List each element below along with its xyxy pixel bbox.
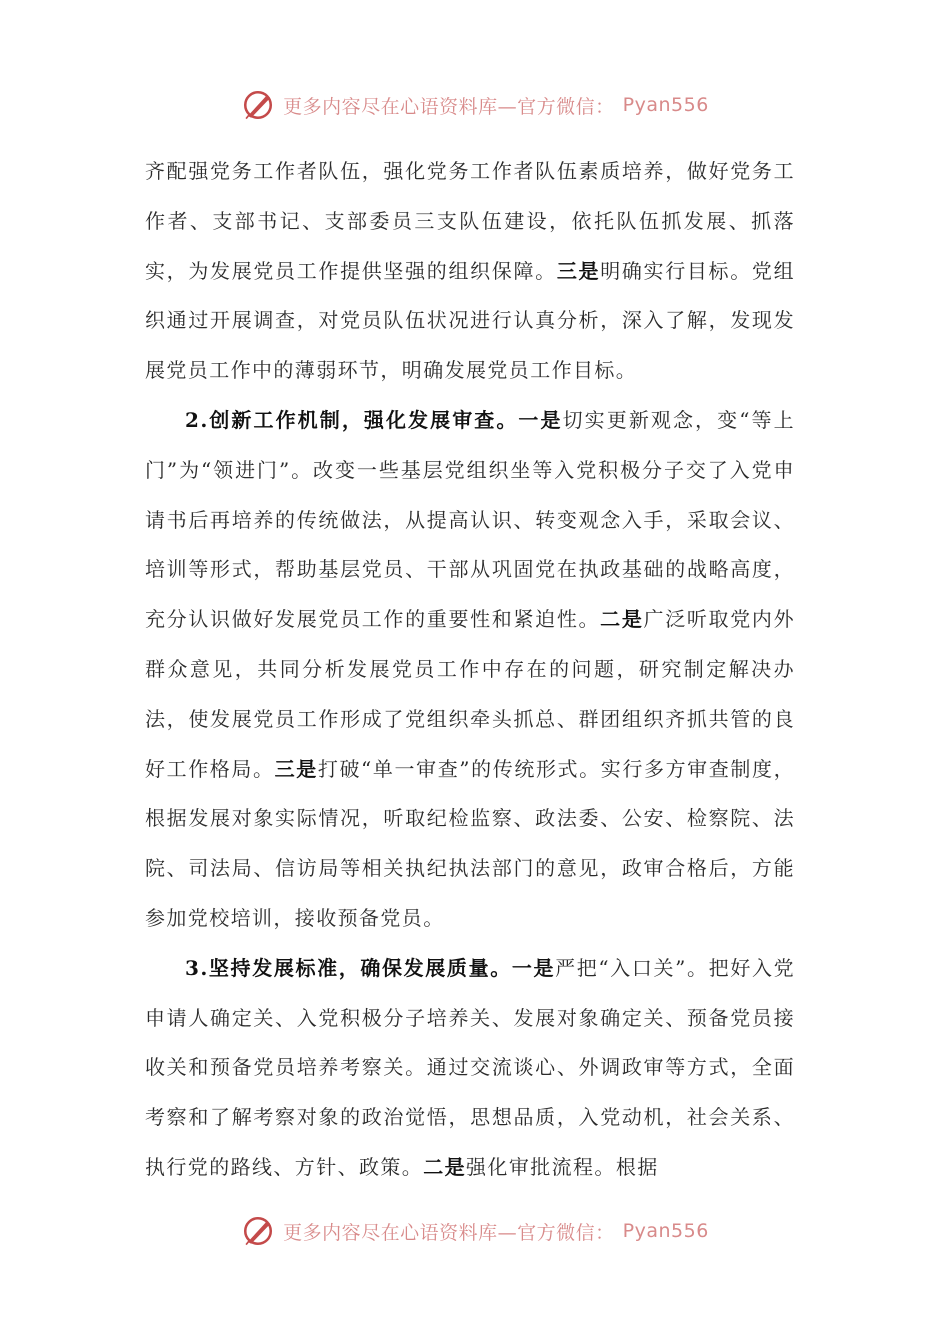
- text-run: 打破“单一审查”的传统形式。实行多方审查制度，根据发展对象实际情况，听取纪检监察、政法委、公安、检察院、法院、司法局、信访局等相关执纪执法部门的意见，政审合格后，方能参加党校培训，接收预备党员。: [145, 756, 795, 930]
- bold-marker: 三是: [556, 258, 601, 283]
- watermark-text: 更多内容尽在心语资料库—官方微信：: [283, 1221, 615, 1244]
- text-run: 广泛听取党内外群众意见，共同分析发展党员工作中存在的问题，研究制定解决办法，使发展党员工作形成了党组织牵头抓总、群团组织齐抓共管的良好工作格局。: [145, 607, 795, 781]
- header-watermark: [0, 88, 950, 122]
- pen-logo-icon: [241, 88, 275, 122]
- document-body: [145, 147, 795, 1193]
- text-run: 严把“入口关”。把好入党申请人确定关、入党积极分子培养关、发展对象确定关、预备党员接收关和预备党员培养考察关。通过交流谈心、外调政审等方式，全面考察和了解考察对象的政治觉悟，思想品质，入党动机，社会关系、执行党的路线、方针、政策。: [145, 955, 795, 1179]
- bold-marker: 二是: [600, 607, 644, 632]
- section-heading: 3.坚持发展标准，确保发展质量。一是: [185, 955, 556, 980]
- footer-watermark: [0, 1214, 950, 1248]
- bold-marker: 二是: [423, 1154, 467, 1179]
- paragraph: [145, 944, 795, 1193]
- watermark-text: 更多内容尽在心语资料库—官方微信：: [283, 95, 615, 118]
- section-heading: 2.创新工作机制，强化发展审查。一是: [185, 407, 563, 432]
- text-run: 明确实行目标。党组织通过开展调查，对党员队伍状况进行认真分析，深入了解，发现发展党员工作中的薄弱环节，明确发展党员工作目标。: [145, 258, 795, 383]
- bold-marker: 三是: [274, 756, 318, 781]
- text-run: 齐配强党务工作者队伍，强化党务工作者队伍素质培养，做好党务工作者、支部书记、支部委员三支队伍建设，依托队伍抓发展、抓落实，为发展党员工作提供坚强的组织保障。: [145, 159, 795, 283]
- watermark-wechat-id: Pyan556: [622, 1220, 709, 1242]
- watermark-wechat-id: Pyan556: [622, 94, 709, 116]
- text-run: 切实更新观念，变“等上门”为“领进门”。改变一些基层党组织坐等入党积极分子交了入党申请书后再培养的传统做法，从提高认识、转变观念入手，采取会议、培训等形式，帮助基层党员、干部从巩固党在执政基础的战略高度，充分认识做好发展党员工作的重要性和紧迫性。: [145, 407, 795, 632]
- paragraph: [145, 396, 795, 944]
- pen-logo-icon: [241, 1214, 275, 1248]
- paragraph: [145, 147, 795, 396]
- text-run: 强化审批流程。根据: [466, 1154, 659, 1179]
